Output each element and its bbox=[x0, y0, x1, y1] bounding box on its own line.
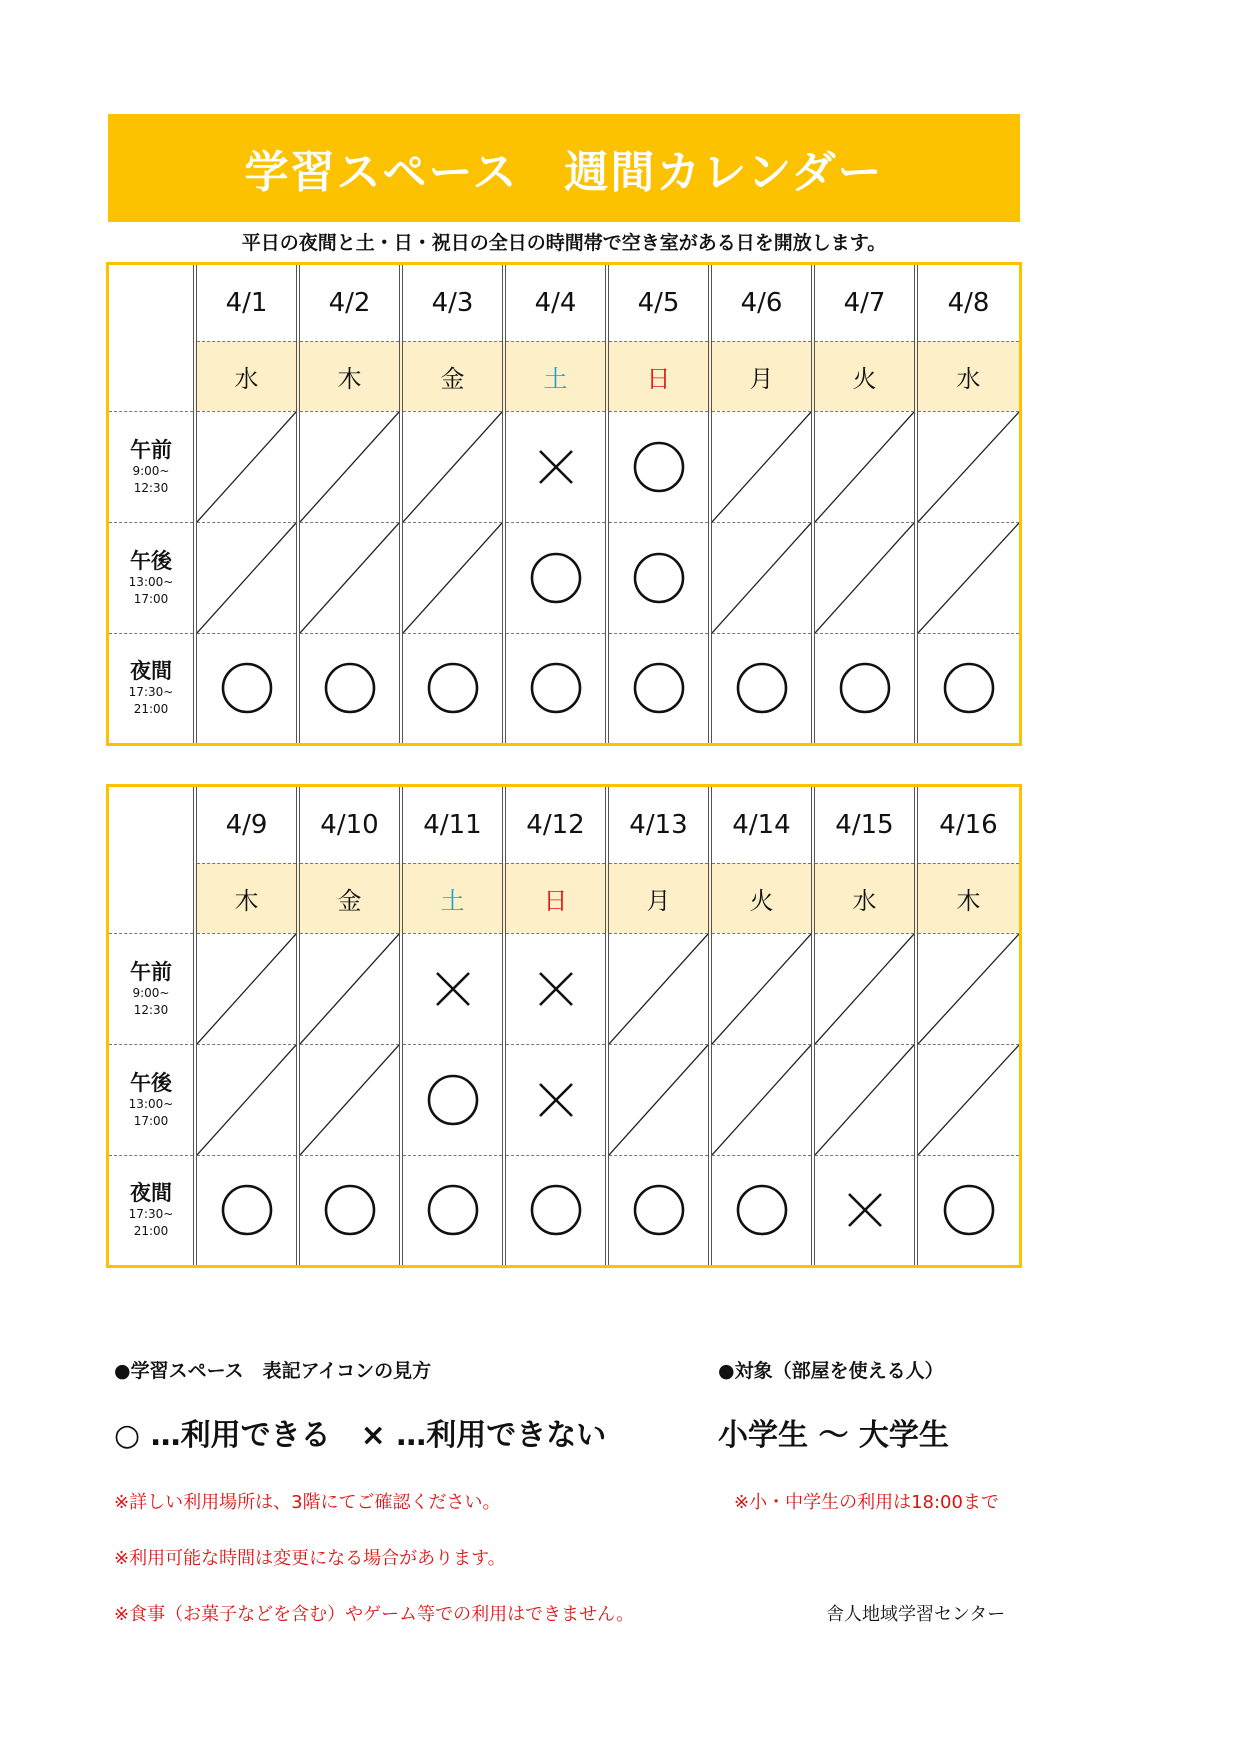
not-open-slash-icon bbox=[815, 412, 914, 522]
availability-cell bbox=[504, 633, 607, 743]
availability-cell bbox=[504, 411, 607, 522]
not-open-slash-icon bbox=[815, 1045, 914, 1155]
availability-cell bbox=[607, 1044, 710, 1155]
date-cell: 4/3 bbox=[401, 265, 504, 341]
slot-time-start: 13:00~ bbox=[128, 1096, 174, 1111]
header-corner bbox=[109, 265, 195, 341]
available-circle-icon bbox=[220, 661, 274, 715]
available-circle-icon bbox=[529, 1183, 583, 1237]
available-circle-icon bbox=[323, 1183, 377, 1237]
availability-cell bbox=[607, 522, 710, 633]
availability-cell bbox=[504, 522, 607, 633]
available-circle-icon bbox=[632, 661, 686, 715]
slot-time-end: 12:30 bbox=[133, 1002, 169, 1017]
available-circle-icon bbox=[426, 1073, 480, 1127]
not-open-slash-icon bbox=[197, 934, 296, 1044]
date-cell: 4/6 bbox=[710, 265, 813, 341]
available-circle-icon bbox=[529, 661, 583, 715]
slot-label bbox=[109, 411, 195, 522]
not-open-slash-icon bbox=[609, 934, 708, 1044]
slot-label bbox=[109, 933, 195, 1044]
slot-time-end: 17:00 bbox=[133, 1113, 169, 1128]
slot-time-start: 9:00~ bbox=[132, 463, 170, 478]
slot-time-start: 13:00~ bbox=[128, 574, 174, 589]
availability-cell bbox=[298, 933, 401, 1044]
slot-time-end: 12:30 bbox=[133, 480, 169, 495]
target-text: 小学生 ～ 大学生 bbox=[718, 1418, 949, 1453]
slot-name: 夜間 bbox=[130, 659, 172, 684]
not-open-slash-icon bbox=[197, 412, 296, 522]
not-open-slash-icon bbox=[609, 1045, 708, 1155]
page-subtitle: 平日の夜間と土・日・祝日の全日の時間帯で空き室がある日を開放します。 bbox=[241, 232, 887, 254]
unavailable-cross-icon bbox=[536, 969, 576, 1009]
date-cell: 4/10 bbox=[298, 787, 401, 863]
date-cell: 4/14 bbox=[710, 787, 813, 863]
availability-cell bbox=[298, 633, 401, 743]
availability-cell bbox=[298, 1155, 401, 1265]
weekday-cell: 水 bbox=[916, 341, 1019, 411]
weekday-cell: 金 bbox=[401, 341, 504, 411]
unavailable-cross-icon bbox=[845, 1190, 885, 1230]
availability-cell bbox=[607, 633, 710, 743]
weekday-cell: 木 bbox=[195, 863, 298, 933]
availability-cell bbox=[710, 633, 813, 743]
weekday-cell: 土 bbox=[401, 863, 504, 933]
slot-name: 夜間 bbox=[130, 1181, 172, 1206]
not-open-slash-icon bbox=[403, 523, 502, 633]
availability-cell bbox=[813, 633, 916, 743]
availability-cell bbox=[813, 411, 916, 522]
availability-cell bbox=[195, 411, 298, 522]
availability-cell bbox=[710, 933, 813, 1044]
title-banner bbox=[108, 114, 1020, 222]
unavailable-cross-icon bbox=[536, 1080, 576, 1120]
slot-label bbox=[109, 1044, 195, 1155]
header-corner bbox=[109, 787, 195, 863]
availability-cell bbox=[195, 1044, 298, 1155]
available-circle-icon bbox=[220, 1183, 274, 1237]
date-cell: 4/9 bbox=[195, 787, 298, 863]
availability-cell bbox=[710, 1155, 813, 1265]
slot-label bbox=[109, 1155, 195, 1265]
availability-cell bbox=[195, 633, 298, 743]
available-circle-icon bbox=[323, 661, 377, 715]
date-cell: 4/16 bbox=[916, 787, 1019, 863]
calendar-table bbox=[109, 787, 1019, 1265]
date-cell: 4/8 bbox=[916, 265, 1019, 341]
not-open-slash-icon bbox=[197, 1045, 296, 1155]
availability-cell bbox=[607, 411, 710, 522]
weekday-cell: 土 bbox=[504, 341, 607, 411]
not-open-slash-icon bbox=[300, 1045, 399, 1155]
availability-cell bbox=[195, 522, 298, 633]
note-2: ※利用可能な時間は変更になる場合があります。 bbox=[114, 1548, 506, 1569]
weekday-cell: 水 bbox=[195, 341, 298, 411]
unavailable-cross-icon bbox=[433, 969, 473, 1009]
availability-cell bbox=[195, 1155, 298, 1265]
header-corner bbox=[109, 341, 195, 411]
available-circle-icon bbox=[942, 1183, 996, 1237]
availability-cell bbox=[298, 411, 401, 522]
availability-cell bbox=[195, 933, 298, 1044]
legend-text: ○ …利用できる × …利用できない bbox=[114, 1418, 607, 1453]
not-open-slash-icon bbox=[712, 412, 811, 522]
unavailable-cross-icon bbox=[536, 447, 576, 487]
availability-cell bbox=[710, 411, 813, 522]
available-circle-icon bbox=[735, 661, 789, 715]
availability-cell bbox=[916, 933, 1019, 1044]
organization-name: 舎人地域学習センター bbox=[826, 1604, 1006, 1625]
availability-cell bbox=[607, 1155, 710, 1265]
weekday-cell: 木 bbox=[298, 341, 401, 411]
slot-time-start: 17:30~ bbox=[128, 1207, 174, 1222]
not-open-slash-icon bbox=[918, 1045, 1019, 1155]
date-cell: 4/15 bbox=[813, 787, 916, 863]
available-circle-icon bbox=[735, 1183, 789, 1237]
date-cell: 4/2 bbox=[298, 265, 401, 341]
availability-cell bbox=[916, 633, 1019, 743]
not-open-slash-icon bbox=[815, 523, 914, 633]
legend-heading: ●学習スペース 表記アイコンの見方 bbox=[114, 1360, 432, 1382]
weekday-cell: 日 bbox=[607, 341, 710, 411]
not-open-slash-icon bbox=[712, 934, 811, 1044]
not-open-slash-icon bbox=[712, 1045, 811, 1155]
not-open-slash-icon bbox=[918, 523, 1019, 633]
date-cell: 4/5 bbox=[607, 265, 710, 341]
availability-cell bbox=[916, 411, 1019, 522]
availability-cell bbox=[401, 633, 504, 743]
note-1: ※詳しい利用場所は、3階にてご確認ください。 bbox=[114, 1492, 501, 1513]
available-circle-icon bbox=[426, 1183, 480, 1237]
weekday-cell: 月 bbox=[607, 863, 710, 933]
note-3: ※食事（お菓子などを含む）やゲーム等での利用はできません。 bbox=[114, 1604, 635, 1625]
weekday-cell: 日 bbox=[504, 863, 607, 933]
calendar-week-2 bbox=[106, 784, 1022, 1268]
availability-cell bbox=[916, 1044, 1019, 1155]
weekday-cell: 火 bbox=[813, 341, 916, 411]
available-circle-icon bbox=[632, 440, 686, 494]
date-cell: 4/11 bbox=[401, 787, 504, 863]
slot-label bbox=[109, 633, 195, 743]
weekday-cell: 水 bbox=[813, 863, 916, 933]
availability-cell bbox=[710, 1044, 813, 1155]
availability-cell bbox=[916, 1155, 1019, 1265]
availability-cell bbox=[298, 1044, 401, 1155]
not-open-slash-icon bbox=[197, 523, 296, 633]
availability-cell bbox=[401, 1155, 504, 1265]
not-open-slash-icon bbox=[918, 934, 1019, 1044]
availability-cell bbox=[813, 1155, 916, 1265]
not-open-slash-icon bbox=[815, 934, 914, 1044]
slot-name: 午後 bbox=[130, 1070, 172, 1095]
availability-cell bbox=[813, 1044, 916, 1155]
available-circle-icon bbox=[942, 661, 996, 715]
not-open-slash-icon bbox=[712, 523, 811, 633]
available-circle-icon bbox=[632, 1183, 686, 1237]
availability-cell bbox=[916, 522, 1019, 633]
availability-cell bbox=[813, 933, 916, 1044]
available-circle-icon bbox=[529, 551, 583, 605]
calendar-table bbox=[109, 265, 1019, 743]
availability-cell bbox=[298, 522, 401, 633]
slot-time-start: 9:00~ bbox=[132, 985, 170, 1000]
slot-name: 午前 bbox=[130, 959, 172, 984]
availability-cell bbox=[710, 522, 813, 633]
not-open-slash-icon bbox=[300, 523, 399, 633]
weekday-cell: 火 bbox=[710, 863, 813, 933]
not-open-slash-icon bbox=[300, 412, 399, 522]
availability-cell bbox=[504, 933, 607, 1044]
target-note: ※小・中学生の利用は18:00まで bbox=[734, 1492, 999, 1513]
availability-cell bbox=[401, 1044, 504, 1155]
available-circle-icon bbox=[632, 551, 686, 605]
not-open-slash-icon bbox=[300, 934, 399, 1044]
calendar-week-1 bbox=[106, 262, 1022, 746]
slot-time-end: 21:00 bbox=[133, 1224, 169, 1239]
weekday-cell: 木 bbox=[916, 863, 1019, 933]
availability-cell bbox=[504, 1044, 607, 1155]
weekday-cell: 月 bbox=[710, 341, 813, 411]
availability-cell bbox=[504, 1155, 607, 1265]
date-cell: 4/1 bbox=[195, 265, 298, 341]
availability-cell bbox=[401, 522, 504, 633]
header-corner bbox=[109, 863, 195, 933]
date-cell: 4/4 bbox=[504, 265, 607, 341]
availability-cell bbox=[607, 933, 710, 1044]
weekday-cell: 金 bbox=[298, 863, 401, 933]
page-title: 学習スペース 週間カレンダー bbox=[244, 147, 884, 198]
not-open-slash-icon bbox=[403, 412, 502, 522]
slot-label bbox=[109, 522, 195, 633]
date-cell: 4/12 bbox=[504, 787, 607, 863]
date-cell: 4/7 bbox=[813, 265, 916, 341]
slot-name: 午前 bbox=[130, 437, 172, 462]
target-heading: ●対象（部屋を使える人） bbox=[718, 1360, 944, 1382]
not-open-slash-icon bbox=[918, 412, 1019, 522]
slot-name: 午後 bbox=[130, 548, 172, 573]
availability-cell bbox=[401, 411, 504, 522]
slot-time-end: 17:00 bbox=[133, 591, 169, 606]
slot-time-start: 17:30~ bbox=[128, 685, 174, 700]
date-cell: 4/13 bbox=[607, 787, 710, 863]
available-circle-icon bbox=[838, 661, 892, 715]
availability-cell bbox=[401, 933, 504, 1044]
available-circle-icon bbox=[426, 661, 480, 715]
availability-cell bbox=[813, 522, 916, 633]
slot-time-end: 21:00 bbox=[133, 702, 169, 717]
